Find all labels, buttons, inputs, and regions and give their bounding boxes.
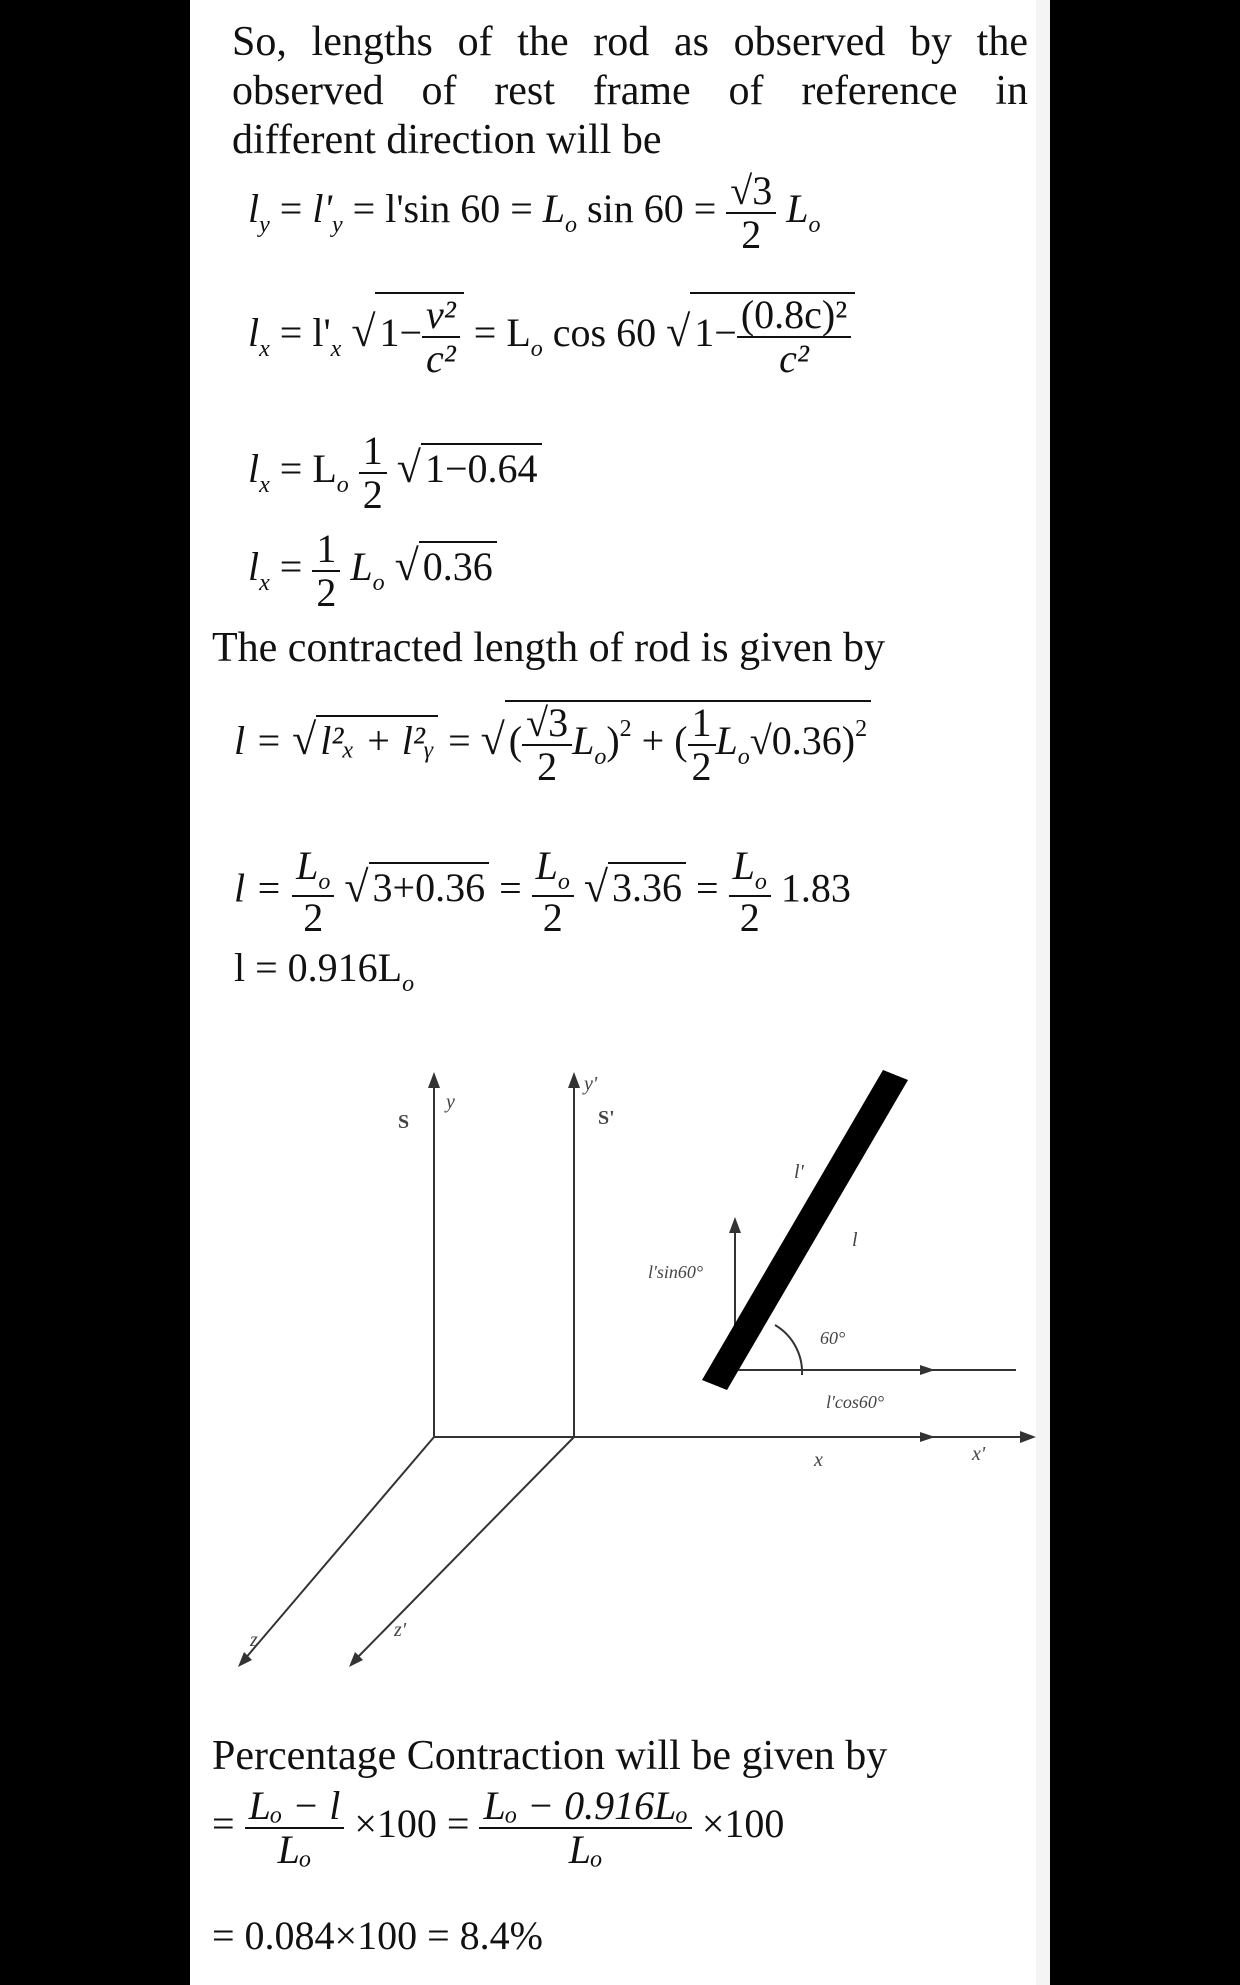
equation-lx-root: $l_x = l'_x$ √ 1− $\frac{\text{v²}}{\text{c²}}$ = $L_o$ cos 60 √ 1− $\frac{\text{(0.8c)²}}{\text{c²}}$ (248, 292, 855, 380)
label-x-prime: x' (972, 1443, 986, 1465)
label-l-sin60: l'sin60° (648, 1262, 704, 1282)
label-x: x (814, 1449, 823, 1471)
equation-percentage: = $\frac{\text{Lₒ − l}}{\text{Lₒ}}$ ×100 = $\frac{\text{Lₒ − 0.916Lₒ}}{\text{Lₒ}}$ ×100 (212, 1783, 785, 1872)
equation-percentage-result: = 0.084×100 = 8.4% (212, 1913, 543, 1958)
label-l: l (852, 1229, 858, 1251)
right-edge (1036, 0, 1050, 1985)
reference-frame-diagram (190, 1060, 1050, 1680)
equation-ly: $l_y = l'_y = l'\sin$ $60 = L_o$ sin 60 = $\frac{√3}{2}$ $L_o$ (248, 168, 821, 257)
label-l-prime: l' (794, 1161, 804, 1183)
intro-line-1: So, lengths of the rod as observed by the (232, 19, 1028, 65)
equation-l-final: $l = 0.916L_o$ (234, 945, 415, 997)
label-S: S (398, 1111, 410, 1133)
equation-l-numeric: l = $\frac{L_o}{2}$ √ 3+0.36 = $\frac{L_o}{2}$ √ 3.36 = $\frac{L_o}{2}$ 1.83 (234, 843, 851, 941)
label-angle-60: 60° (820, 1328, 846, 1348)
intro-line-3: different direction will be (232, 117, 662, 163)
intro-line-2: observed of rest frame of reference in (232, 68, 1028, 114)
label-y: y (446, 1091, 455, 1113)
label-z-prime: z' (394, 1619, 407, 1641)
label-y-prime: y' (584, 1073, 598, 1095)
label-z: z (250, 1629, 258, 1651)
document-page (190, 0, 1050, 1985)
equation-lx-result: $l_x$ = $\frac{1}{2}$ $L_o$ √ 0.36 (248, 528, 497, 614)
contracted-heading: The contracted length of rod is given by (212, 625, 885, 671)
percentage-heading: Percentage Contraction will be given by (212, 1733, 888, 1779)
label-l-cos60: l'cos60° (826, 1392, 885, 1412)
label-S-prime: S' (598, 1107, 615, 1129)
equation-l-combined: l = √ l²ₓ + l²ᵧ = √( $\frac{√3}{2}$ $L_o)^2$ + ( $\frac{1}{2}$ $L_o√0.36)^2$ (234, 700, 871, 788)
equation-lx-step: $l_x = L_o$ $\frac{1}{2}$ √ 1−0.64 (248, 430, 542, 516)
